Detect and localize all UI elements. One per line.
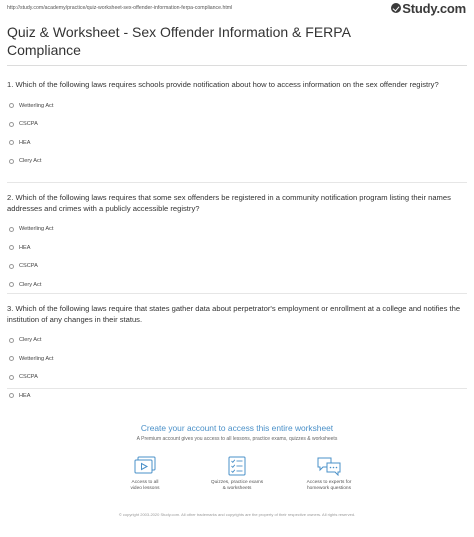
answer-option[interactable]: [7, 387, 469, 406]
radio-button[interactable]: [9, 159, 14, 164]
answer-options: [7, 331, 469, 405]
answer-option[interactable]: [7, 257, 469, 276]
answer-option[interactable]: [7, 115, 469, 134]
top-bar: [0, 0, 474, 16]
checklist-icon: [225, 456, 249, 476]
question-3: [7, 304, 469, 405]
question-text: 2. Which of the following laws requires that some sex offenders be registered in a community notification program listing their names addresses and crimes with a publicly accessible registry?: [7, 193, 451, 213]
question-text: 3. Which of the following laws require that states gather data about perpetrator's employment or enrollment at a college and notifies the institution of any changes in their status.: [7, 304, 461, 324]
feature-label-line-2: & worksheets: [222, 486, 252, 492]
question-text: 1. Which of the following laws requires schools provide notification about how to access information on the sex offender registry?: [7, 80, 439, 89]
radio-button[interactable]: [9, 356, 14, 361]
check-circle-icon: [391, 3, 401, 13]
answer-option[interactable]: [7, 239, 469, 258]
question-1: [7, 80, 469, 171]
answer-option[interactable]: [7, 97, 469, 116]
title-line-1: Quiz & Worksheet - Sex Offender Information & FERPA: [7, 24, 351, 40]
feature-label: [192, 480, 282, 492]
feature-video-lessons: [100, 456, 190, 492]
radio-button[interactable]: [9, 245, 14, 250]
promo-subtitle: A Premium account gives you access to all lessons, practice exams, quizzes & worksheets: [136, 436, 338, 442]
feature-quizzes: [192, 456, 282, 492]
chat-bubbles-icon: [316, 456, 342, 476]
answer-option[interactable]: [7, 134, 469, 153]
radio-button[interactable]: [9, 122, 14, 127]
feature-label-line-1: Quizzes, practice exams: [210, 480, 264, 485]
study-logo[interactable]: [391, 1, 466, 15]
radio-button[interactable]: [9, 375, 14, 380]
radio-button[interactable]: [9, 264, 14, 269]
radio-button[interactable]: [9, 103, 14, 108]
option-label: HEA: [19, 392, 31, 399]
option-label: Clery Act: [19, 337, 42, 344]
option-label: Wetterling Act: [19, 355, 54, 362]
page-title: [7, 24, 467, 59]
feature-label: [284, 480, 374, 492]
answer-options: [7, 220, 469, 294]
radio-button[interactable]: [9, 338, 14, 343]
option-label: Wetterling Act: [19, 102, 54, 109]
answer-options: [7, 97, 469, 171]
feature-experts: [284, 456, 374, 492]
promo-title[interactable]: Create your account to access this entire worksheet: [140, 423, 334, 433]
radio-button[interactable]: [9, 282, 14, 287]
answer-option[interactable]: [7, 276, 469, 295]
option-label: HEA: [19, 244, 31, 251]
answer-option[interactable]: [7, 152, 469, 171]
feature-label-line-2: homework questions: [307, 486, 351, 492]
title-divider: [7, 65, 467, 66]
feature-label-line-2: video lessons: [130, 486, 160, 492]
answer-option[interactable]: [7, 368, 469, 387]
page-url[interactable]: http://study.com/academy/practice/quiz-worksheet-sex-offender-information-ferpa-compliance.html: [7, 5, 233, 11]
option-label: Clery Act: [19, 158, 42, 165]
option-label: CSCPA: [19, 374, 38, 381]
option-label: Wetterling Act: [19, 226, 54, 233]
option-label: HEA: [19, 139, 31, 146]
radio-button[interactable]: [9, 227, 14, 232]
promo-divider: [7, 388, 467, 389]
option-label: CSCPA: [19, 263, 38, 270]
answer-option[interactable]: [7, 220, 469, 239]
feature-label-line-1: Access to all: [131, 480, 159, 485]
feature-label-line-1: Access to experts for: [306, 480, 352, 485]
answer-option[interactable]: [7, 331, 469, 350]
video-icon: [133, 456, 157, 476]
question-2: [7, 193, 469, 294]
answer-option[interactable]: [7, 350, 469, 369]
option-label: Clery Act: [19, 281, 42, 288]
question-divider: [7, 182, 467, 183]
logo-text: Study.com: [402, 0, 466, 16]
radio-button[interactable]: [9, 393, 14, 398]
radio-button[interactable]: [9, 140, 14, 145]
copyright-footer: © copyright 2003-2020 Study.com. All other trademarks and copyrights are the property of their respective owners. All rights reserved.: [118, 512, 356, 517]
feature-label: [100, 480, 190, 492]
question-divider: [7, 293, 467, 294]
option-label: CSCPA: [19, 121, 38, 128]
title-line-2: Compliance: [7, 41, 81, 58]
